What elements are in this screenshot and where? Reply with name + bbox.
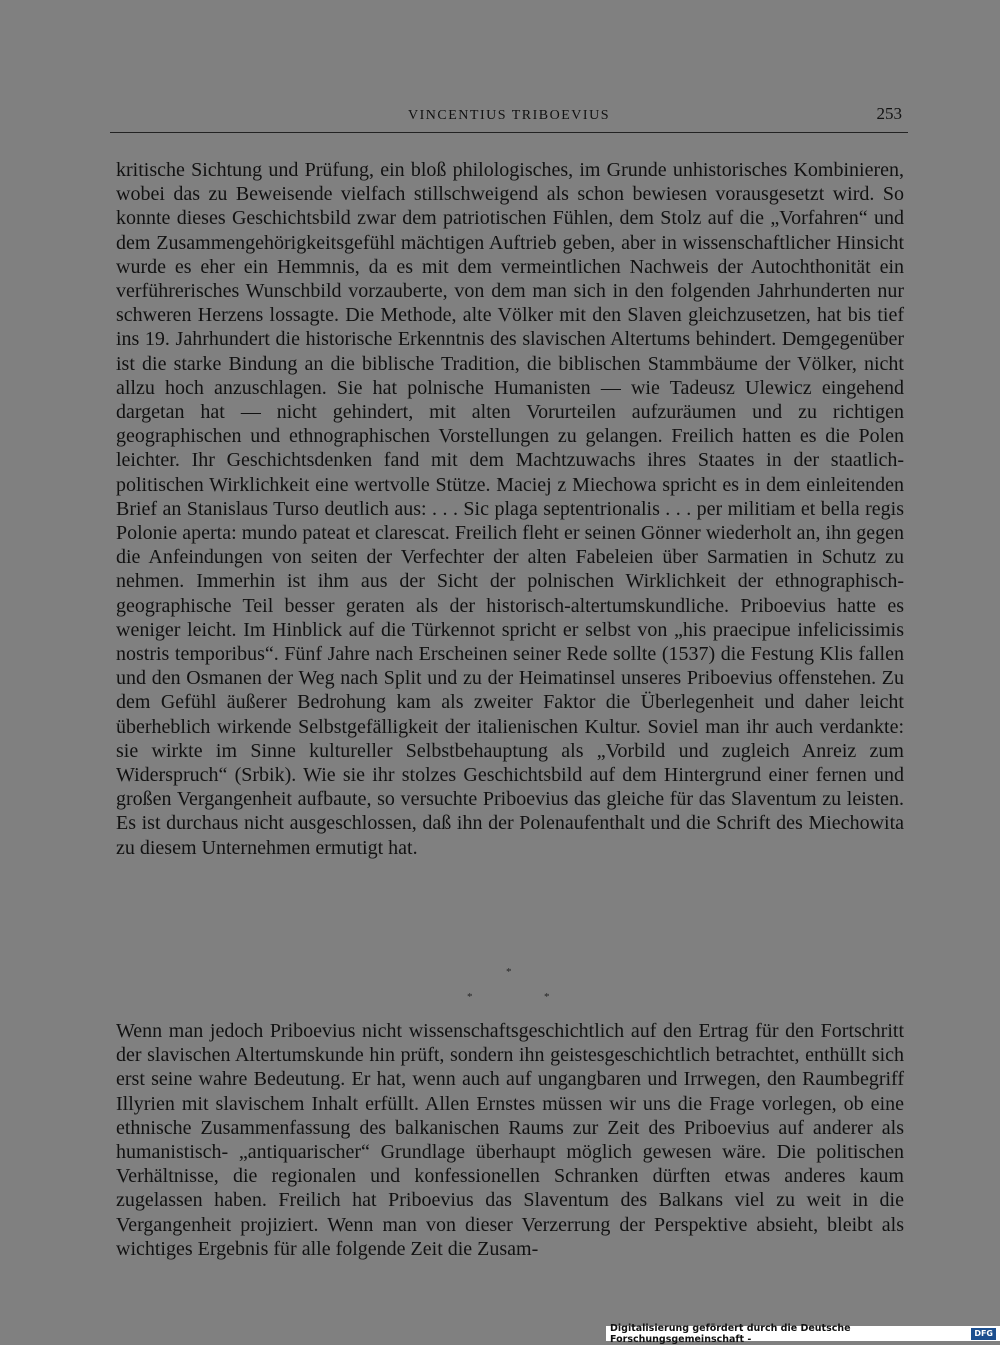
page-header — [110, 104, 908, 130]
page-number: 253 — [876, 104, 902, 123]
body-paragraph-2: Wenn man jedoch Priboevius nicht wissenschaftsgeschichtlich auf den Ertrag für den Fortschritt der slavischen Altertumskunde hin prüft, sondern ihn geistesgeschichtlich betrachtet, enthüllt sich erst seine wahre Bedeutung. Er hat, wenn auch auf ungangbaren und Irrwegen, den Raumbegriff Illyrien mit slavischem Inhalt erfüllt. Allen Ernstes müssen wir uns die Frage vorlegen, ob eine ethnische Zusammenfassung des balkanischen Raums zur Zeit des Priboevius auf anderer als humanistisch- „antiquarischer“ Grundlage überhaupt möglich gewesen wäre. Die politischen Verhältnisse, die regionalen und konfessionellen Schranken dürften etwas anderes kaum zugelassen haben. Freilich hat Priboevius das Slaventum des Balkans viel zu weit in die Vergangenheit projiziert. Wenn man von dieser Verzerrung der Perspektive absieht, bleibt als wichtiges Ergebnis für alle folgende Zeit die Zusam- — [116, 1020, 904, 1260]
asterism-left-star: * — [467, 991, 473, 1003]
asterism-right-star: * — [544, 991, 550, 1003]
footer-credit: Digitalisierung gefördert durch die Deutsche Forschungsgemeinschaft - — [610, 1322, 851, 1345]
digitization-footer — [606, 1322, 1000, 1345]
running-head: VINCENTIUS TRIBOEVIUS — [408, 108, 610, 123]
asterism-top-star: * — [506, 966, 512, 978]
body-paragraph-1: kritische Sichtung und Prüfung, ein bloß philologisches, im Grunde unhistorisches Kombinieren, wobei das zu Beweisende vielfach stillschweigend als schon bewiesen vorausgesetzt wird. So konnte dieses Geschichtsbild zwar dem patriotischen Fühlen, dem Stolz auf die „Vorfahren“ und dem Zusammengehörigkeitsgefühl mächtigen Auftrieb geben, aber in wissenschaftlicher Hinsicht wurde es eher ein Hemmnis, da es mit dem vermeintlichen Nachweis der Autochthonität ein verführerisches Wunschbild vorzauberte, von dem man sich in den folgenden Jahrhunderten nur schweren Herzens lossagte. Die Methode, alte Völker mit den Slaven gleichzusetzen, hat bis tief ins 19. Jahrhundert die historische Erkenntnis des slavischen Altertums behindert. Demgegenüber ist die starke Bindung an die biblische Tradition, die biblischen Stammbäume der Völker, nicht allzu hoch anzuschlagen. Sie hat polnische Humanisten — wie Tadeusz Ulewicz eingehend dargetan hat — nicht gehindert, mit alten Vorurteilen aufzuräumen und zu richtigen geographischen und ethnographischen Vorstellungen zu gelangen. Freilich hatten es die Polen leichter. Ihr Geschichtsdenken fand mit dem Machtzuwachs ihres Staates in der staatlich-politischen Wirklichkeit eine wertvolle Stütze. Maciej z Miechowa spricht es in dem einleitenden Brief an Stanislaus Turso deutlich aus: . . . Sic plaga septentrionalis . . . per militiam et bella regis Polonie aperta: mundo pateat et clarescat. Freilich fleht er seinen Gönner wiederholt an, ihn gegen die Anfeindungen von seiten der Verfechter der alten Fabeleien über Sarmatien in Schutz zu nehmen. Immerhin ist ihm aus der Sicht der polnischen Wirklichkeit der ethnographisch-geographische Teil besser geraten als der historisch-altertumskundliche. Priboevius hatte es weniger leicht. Im Hinblick auf die Türkennot spricht er selbst von „his praecipue infelicissimis nostris temporibus“. Fünf Jahre nach Erscheinen seiner Rede sollte (1537) die Festung Klis fallen und den Osmanen der Weg nach Split und zu der Heimatinsel unseres Priboevius offenstehen. Zu dem Gefühl äußerer Bedrohung kam als zweiter Faktor die Überlegenheit und daher leicht überheblich wirkende Selbstgefälligkeit der italienischen Kultur. Soviel man ihr auch verdankte: sie wirkte im Sinne kultureller Selbstbehauptung als „Vorbild und zugleich Anreiz zum Widerspruch“ (Srbik). Wie sie ihr stolzes Geschichtsbild auf dem Hintergrund einer fernen und großen Vergangenheit aufbaute, so versuchte Priboevius das gleiche für das Slaventum zu leisten. Es ist durchaus nicht ausgeschlossen, daß ihn der Polenaufenthalt und die Schrift des Miechowita zu diesem Unternehmen ermutigt hat. — [116, 159, 904, 859]
dfg-logo-icon: DFG — [971, 1328, 996, 1340]
header-rule — [110, 132, 908, 133]
